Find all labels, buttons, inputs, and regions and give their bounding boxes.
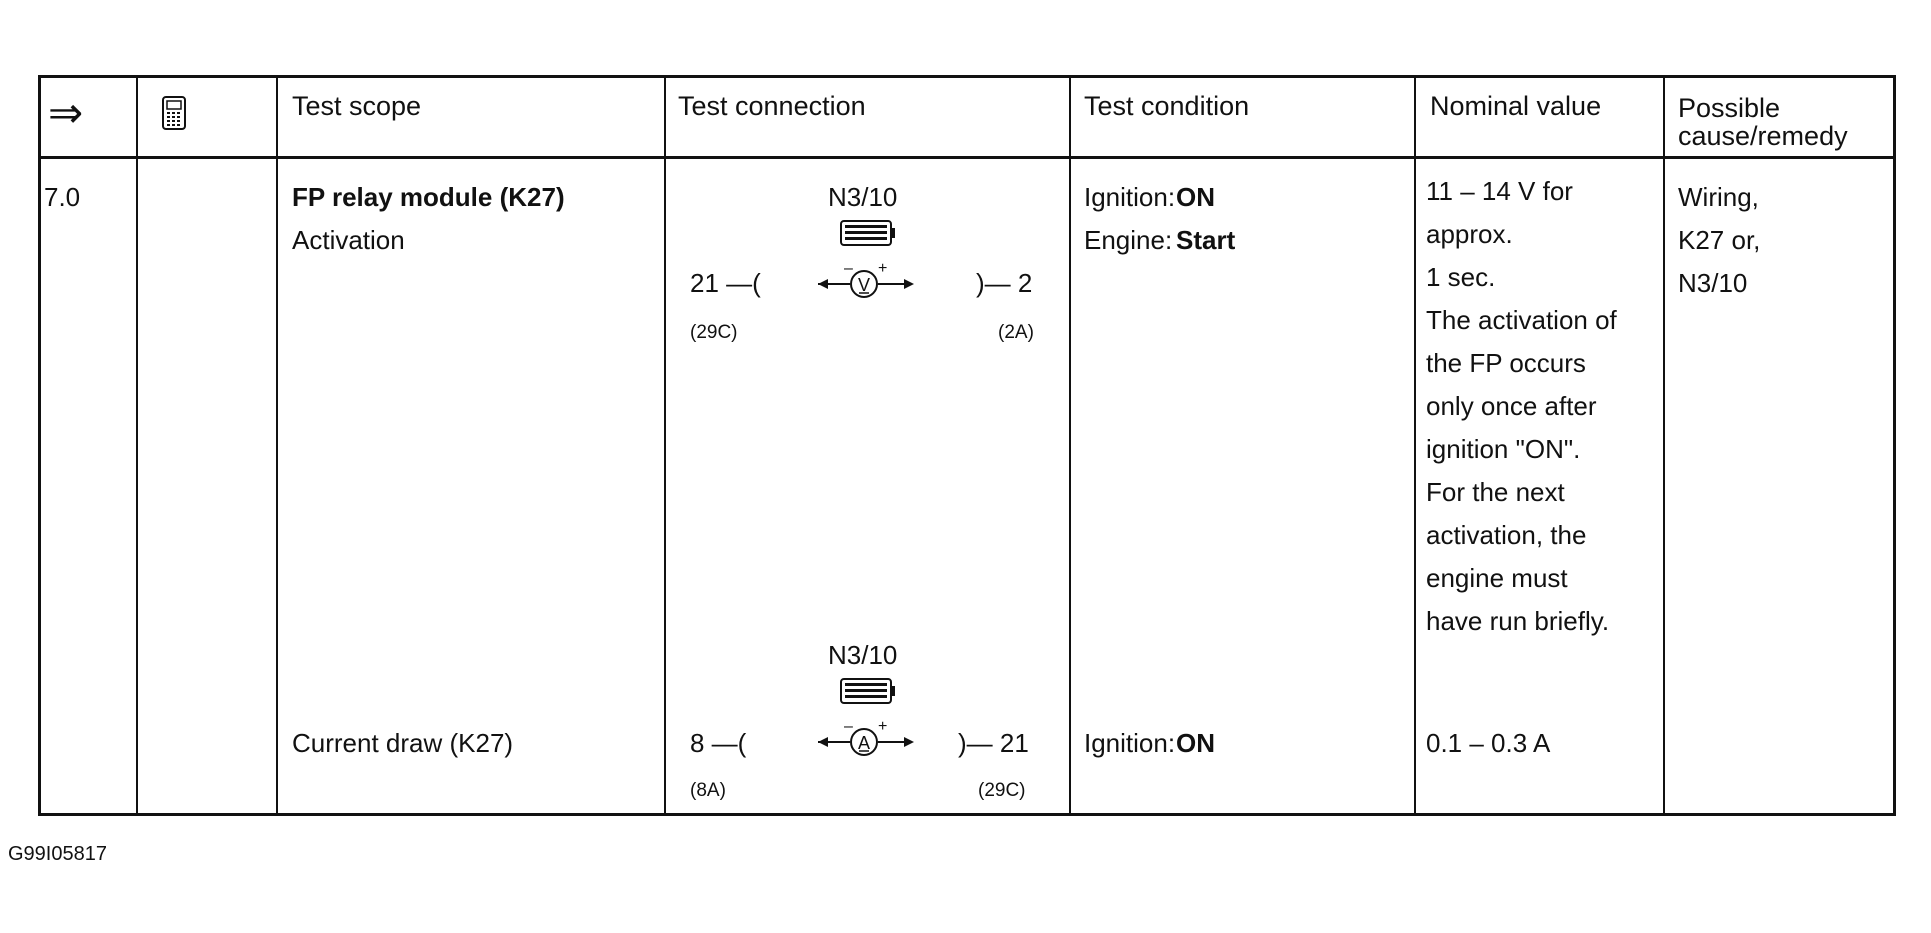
svg-text:–: – <box>844 260 853 277</box>
col-divider-4 <box>1069 75 1071 816</box>
col-divider-6 <box>1663 75 1665 816</box>
ecu-module-icon <box>839 219 897 254</box>
conn1-left-code: (29C) <box>690 322 738 343</box>
conn1-right-pin: )— 2 <box>976 268 1033 298</box>
header-test-connection: Test connection <box>678 91 866 121</box>
possible-cause-k27: K27 or, <box>1678 225 1761 255</box>
nominal-value-text: 11 – 14 V for approx. 1 sec. The activation of the FP occurs only once after ignition "ON". For the next activation, the engine must have run briefly. <box>1426 176 1617 636</box>
possible-cause-wiring: Wiring, <box>1678 182 1759 212</box>
header-possible-cause: Possible cause/remedy <box>1678 93 1848 151</box>
svg-text:+: + <box>878 718 888 735</box>
nominal-current: 0.1 – 0.3 A <box>1426 728 1551 758</box>
header-test-condition: Test condition <box>1084 91 1250 121</box>
step-number: 7.0 <box>44 182 81 212</box>
col-divider-1 <box>136 75 138 816</box>
condition-ignition: Ignition:ON <box>1084 182 1215 212</box>
conn1-left-pin: 21 —( <box>690 268 761 298</box>
header-arrow: ⇒ <box>48 89 84 136</box>
condition-ignition-current: Ignition:ON <box>1084 728 1215 758</box>
col-divider-2 <box>276 75 278 816</box>
conn2-right-code: (29C) <box>978 780 1026 801</box>
header-nominal-value: Nominal value <box>1430 91 1602 121</box>
svg-text:V: V <box>857 275 871 295</box>
conn2-module-label: N3/10 <box>828 640 898 670</box>
voltmeter-icon <box>816 260 916 309</box>
scope-activation: Activation <box>292 225 405 255</box>
condition-engine: Engine: Start <box>1084 225 1236 255</box>
conn1-right-code: (2A) <box>998 322 1034 343</box>
svg-text:–: – <box>844 718 853 735</box>
diagnostic-tester-icon <box>162 96 186 135</box>
ecu-module-icon <box>839 677 897 712</box>
conn1-module-label: N3/10 <box>828 182 898 212</box>
possible-cause-n310: N3/10 <box>1678 268 1748 298</box>
col-divider-5 <box>1414 75 1416 816</box>
conn2-right-pin: )— 21 <box>958 728 1029 758</box>
figure-id: G99I05817 <box>8 843 107 865</box>
col-divider-3 <box>664 75 666 816</box>
scope-title: FP relay module (K27) <box>292 182 565 212</box>
conn2-left-code: (8A) <box>690 780 726 801</box>
scope-current-draw: Current draw (K27) <box>292 728 514 758</box>
conn2-left-pin: 8 —( <box>690 728 747 758</box>
header-divider <box>38 156 1896 159</box>
svg-text:+: + <box>878 260 888 277</box>
svg-text:A: A <box>857 733 871 753</box>
header-test-scope: Test scope <box>292 91 422 121</box>
ammeter-icon <box>816 718 916 767</box>
